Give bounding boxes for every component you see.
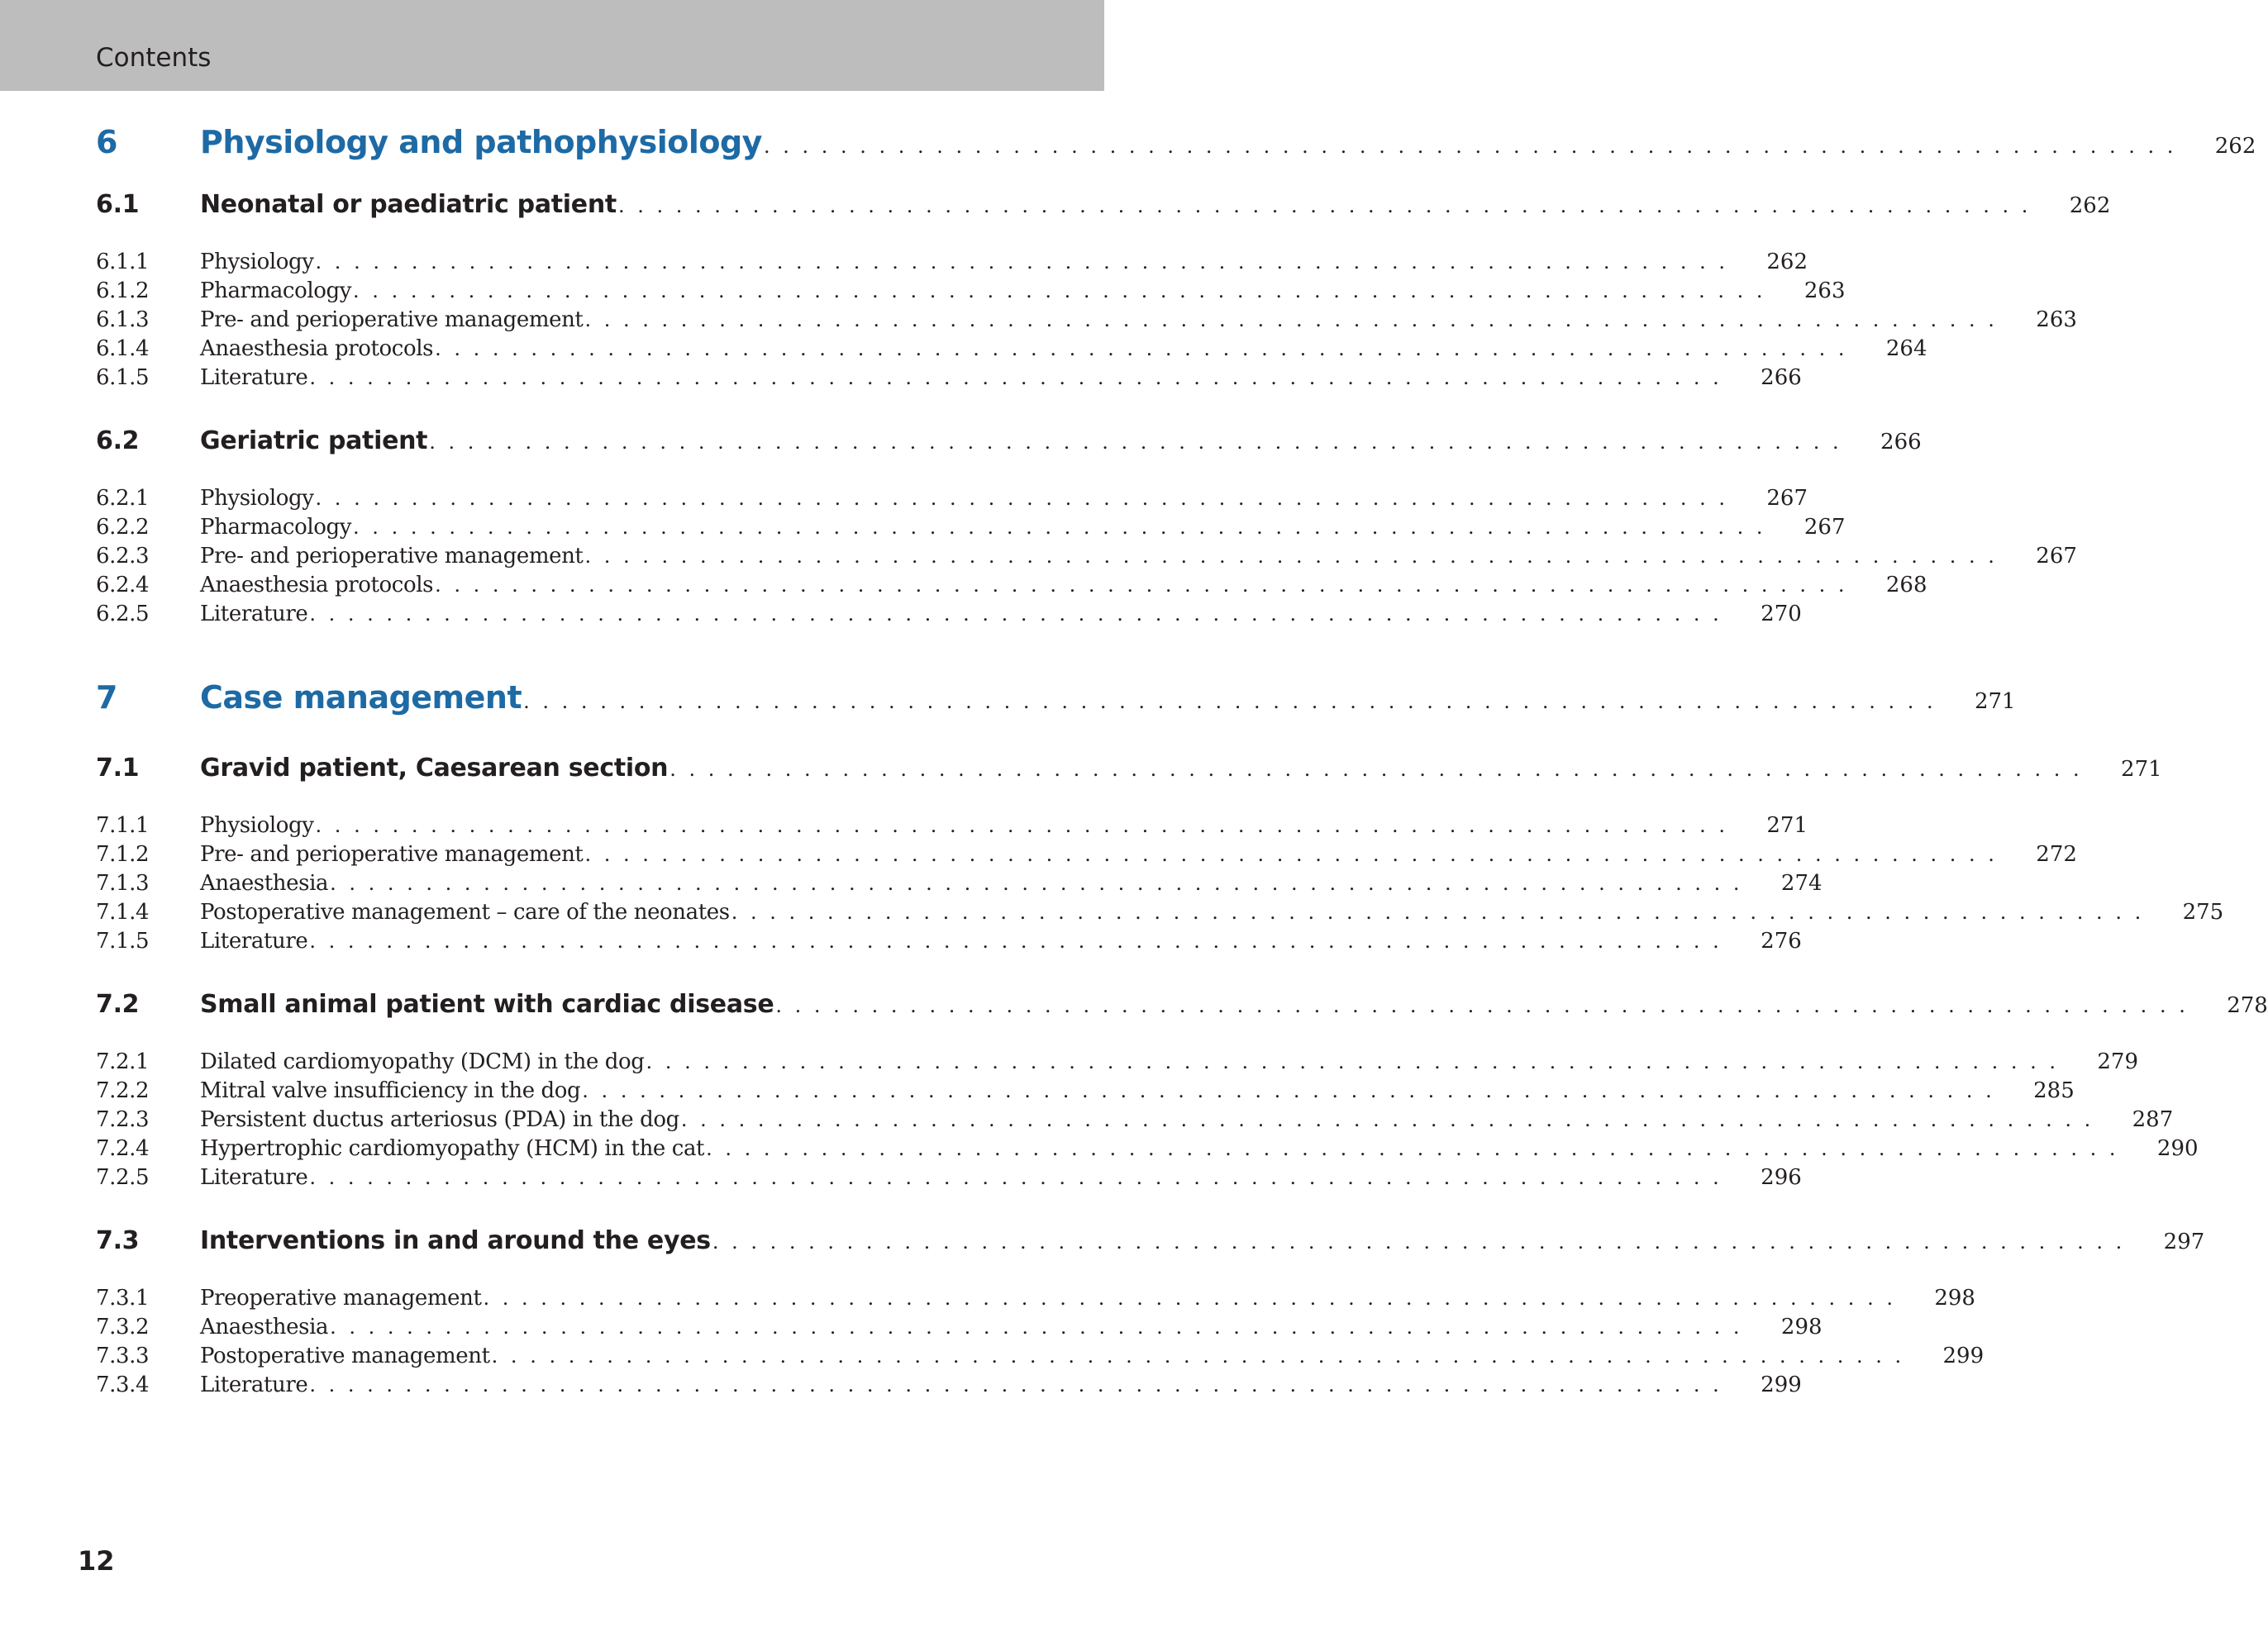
toc-entry-number: 7.3 (96, 1226, 140, 1255)
toc-entry-page: 267 (1803, 515, 1846, 540)
toc-entry-title: Persistent ductus arteriosus (PDA) in the dog (200, 1107, 679, 1132)
toc-entry-sub[interactable] (96, 1078, 2075, 1103)
toc-entry-number: 7.1.3 (96, 871, 150, 896)
toc-entry-sub[interactable] (96, 842, 2077, 867)
toc-entry-section[interactable] (96, 990, 2268, 1019)
toc-entry-page: 267 (1766, 486, 1808, 511)
toc-entry-number: 7.1.4 (96, 900, 150, 925)
dot-leader: . . . . . . . . . . . . . . . . . . . . . . . . . . . . . . . . . . . . . . . . . . . . . . . . . . . . . . . . . . . . . . . . . . . . . . . . . . (309, 1373, 1722, 1396)
toc-entry-title: Postoperative management (200, 1344, 490, 1368)
dot-leader: . . . . . . . . . . . . . . . . . . . . . . . . . . . . . . . . . . . . . . . . . . . . . . . . . . . . . . . . . . . . . . . . . . . . . . . . . . (584, 843, 1998, 866)
toc-entry-page: 271 (1974, 689, 2016, 714)
toc-entry-number: 7.3.1 (96, 1286, 150, 1311)
dot-leader: . . . . . . . . . . . . . . . . . . . . . . . . . . . . . . . . . . . . . . . . . . . . . . . . . . . . . . . . . . . . . . . . . . . . . . . . . . (315, 814, 1728, 837)
toc-entry-number: 6.1.3 (96, 307, 150, 332)
toc-entry-sub[interactable] (96, 250, 1808, 274)
toc-entry-sub[interactable] (96, 1344, 1984, 1368)
dot-leader: . . . . . . . . . . . . . . . . . . . . . . . . . . . . . . . . . . . . . . . . . . . . . . . . . . . . . . . . . . . . . . . . . . . . . . . . . . (669, 758, 2083, 781)
dot-leader: . . . . . . . . . . . . . . . . . . . . . . . . . . . . . . . . . . . . . . . . . . . . . . . . . . . . . . . . . . . . . . . . . . . . . . . . . . (731, 901, 2145, 924)
toc-entry-number: 7.3.3 (96, 1344, 150, 1368)
toc-entry-title: Literature (200, 1373, 308, 1397)
toc-entry-title: Neonatal or paediatric patient (200, 190, 617, 219)
toc-entry-number: 7.3.2 (96, 1315, 150, 1339)
toc-entry-sub[interactable] (96, 336, 1927, 361)
toc-entry-title: Literature (200, 602, 308, 626)
toc-entry-page: 274 (1780, 871, 1822, 896)
toc-entry-number: 7.2.5 (96, 1165, 150, 1190)
toc-entry-page: 262 (2214, 134, 2256, 159)
toc-entry-number: 7.2 (96, 990, 140, 1019)
toc-entry-page: 298 (1934, 1286, 1975, 1311)
toc-entry-page: 290 (2156, 1136, 2199, 1161)
toc-entry-title: Anaesthesia protocols (200, 573, 434, 597)
toc-entry-sub[interactable] (96, 573, 1927, 597)
toc-entry-title: Physiology (200, 486, 314, 511)
toc-entry-page: 267 (2036, 544, 2077, 569)
dot-leader: . . . . . . . . . . . . . . . . . . . . . . . . . . . . . . . . . . . . . . . . . . . . . . . . . . . . . . . . . . . . . . . . . . . . . . . . . . (315, 250, 1728, 274)
toc-entry-sub[interactable] (96, 515, 1846, 540)
toc-entry-sub[interactable] (96, 871, 1822, 896)
toc-entry-page: 264 (1885, 336, 1927, 361)
toc-entry-sub[interactable] (96, 1136, 2199, 1161)
toc-entry-number: 7.1.1 (96, 813, 150, 838)
toc-entry-title: Physiology (200, 250, 314, 274)
toc-entry-title: Postoperative management – care of the neonates (200, 900, 730, 925)
dot-leader: . . . . . . . . . . . . . . . . . . . . . . . . . . . . . . . . . . . . . . . . . . . . . . . . . . . . . . . . . . . . . . . . . . . . . . . . . . (491, 1344, 1905, 1368)
toc-entry-title: Gravid patient, Caesarean section (200, 754, 669, 783)
dot-leader: . . . . . . . . . . . . . . . . . . . . . . . . . . . . . . . . . . . . . . . . . . . . . . . . . . . . . . . . . . . . . . . . . . . . . . . . . . (309, 366, 1722, 389)
toc-entry-sub[interactable] (96, 1286, 1975, 1311)
toc-entry-page: 287 (2132, 1107, 2174, 1132)
running-header-title: Contents (96, 43, 212, 73)
toc-entry-number: 7.1.2 (96, 842, 150, 867)
toc-entry-title: Pre- and perioperative management (200, 544, 584, 569)
toc-entry-page: 272 (2036, 842, 2077, 867)
toc-entry-title: Pharmacology (200, 515, 352, 540)
toc-entry-sub[interactable] (96, 1315, 1822, 1339)
toc-entry-page: 297 (2163, 1230, 2205, 1254)
toc-entry-sub[interactable] (96, 365, 1802, 390)
toc-entry-number: 6.1.1 (96, 250, 150, 274)
toc-entry-sub[interactable] (96, 1373, 1802, 1397)
dot-leader: . . . . . . . . . . . . . . . . . . . . . . . . . . . . . . . . . . . . . . . . . . . . . . . . . . . . . . . . . . . . . . . . . . . . . . . . . . (353, 279, 1766, 302)
toc-entry-page: 266 (1761, 365, 1802, 390)
toc-entry-title: Interventions in and around the eyes (200, 1226, 711, 1255)
dot-leader: . . . . . . . . . . . . . . . . . . . . . . . . . . . . . . . . . . . . . . . . . . . . . . . . . . . . . . . . . . . . . . . . . . . . . . . . . . (763, 135, 2177, 158)
dot-leader: . . . . . . . . . . . . . . . . . . . . . . . . . . . . . . . . . . . . . . . . . . . . . . . . . . . . . . . . . . . . . . . . . . . . . . . . . . (309, 602, 1722, 626)
toc-entry-page: 270 (1761, 602, 1802, 626)
toc-entry-title: Literature (200, 365, 308, 390)
toc-entry-title: Physiology (200, 813, 314, 838)
toc-entry-number: 6.2 (96, 426, 140, 455)
toc-entry-page: 278 (2227, 993, 2268, 1018)
toc-entry-title: Dilated cardiomyopathy (DCM) in the dog (200, 1049, 645, 1074)
dot-leader: . . . . . . . . . . . . . . . . . . . . . . . . . . . . . . . . . . . . . . . . . . . . . . . . . . . . . . . . . . . . . . . . . . . . . . . . . . (330, 1316, 1743, 1339)
toc-entry-page: 279 (2097, 1049, 2138, 1074)
toc-entry-number: 7.2.2 (96, 1078, 150, 1103)
dot-leader: . . . . . . . . . . . . . . . . . . . . . . . . . . . . . . . . . . . . . . . . . . . . . . . . . . . . . . . . . . . . . . . . . . . . . . . . . . (775, 994, 2189, 1017)
toc-entry-number: 7.1.5 (96, 929, 150, 954)
toc-entry-page: 275 (2182, 900, 2224, 925)
toc-entry-section[interactable] (96, 1226, 2205, 1255)
toc-entry-chapter[interactable] (96, 679, 2016, 716)
toc-entry-page: 263 (1803, 278, 1846, 303)
dot-leader: . . . . . . . . . . . . . . . . . . . . . . . . . . . . . . . . . . . . . . . . . . . . . . . . . . . . . . . . . . . . . . . . . . . . . . . . . . (435, 573, 1848, 597)
toc-entry-page: 296 (1761, 1165, 1802, 1190)
toc-entry-page: 298 (1780, 1315, 1822, 1339)
dot-leader: . . . . . . . . . . . . . . . . . . . . . . . . . . . . . . . . . . . . . . . . . . . . . . . . . . . . . . . . . . . . . . . . . . . . . . . . . . (712, 1230, 2126, 1254)
toc-entry-sub[interactable] (96, 486, 1808, 511)
dot-leader: . . . . . . . . . . . . . . . . . . . . . . . . . . . . . . . . . . . . . . . . . . . . . . . . . . . . . . . . . . . . . . . . . . . . . . . . . . (584, 308, 1998, 331)
toc-entry-sub[interactable] (96, 1165, 1802, 1190)
toc-entry-page: 263 (2036, 307, 2077, 332)
page-number: 12 (78, 1545, 115, 1577)
toc-entry-sub[interactable] (96, 1049, 2138, 1074)
toc-entry-page: 285 (2033, 1078, 2075, 1103)
dot-leader: . . . . . . . . . . . . . . . . . . . . . . . . . . . . . . . . . . . . . . . . . . . . . . . . . . . . . . . . . . . . . . . . . . . . . . . . . . (353, 516, 1766, 539)
toc-entry-title: Physiology and pathophysiology (200, 124, 762, 160)
toc-entry-title: Preoperative management (200, 1286, 482, 1311)
dot-leader: . . . . . . . . . . . . . . . . . . . . . . . . . . . . . . . . . . . . . . . . . . . . . . . . . . . . . . . . . . . . . . . . . . . . . . . . . . (330, 872, 1743, 895)
toc-entry-page: 266 (1880, 430, 1922, 454)
toc-entry-page: 271 (2121, 757, 2162, 782)
toc-entry-number: 7.2.4 (96, 1136, 150, 1161)
toc-entry-title: Anaesthesia (200, 1315, 329, 1339)
toc-entry-sub[interactable] (96, 278, 1846, 303)
toc-entry-title: Pre- and perioperative management (200, 307, 584, 332)
toc-entry-title: Geriatric patient (200, 426, 428, 455)
dot-leader: . . . . . . . . . . . . . . . . . . . . . . . . . . . . . . . . . . . . . . . . . . . . . . . . . . . . . . . . . . . . . . . . . . . . . . . . . . (523, 690, 1937, 713)
toc-entry-number: 7.2.3 (96, 1107, 150, 1132)
toc-entry-number: 6.1.2 (96, 278, 150, 303)
toc-entry-page: 262 (1766, 250, 1808, 274)
toc-entry-title: Small animal patient with cardiac disease (200, 990, 774, 1019)
toc-entry-sub[interactable] (96, 307, 2077, 332)
dot-leader: . . . . . . . . . . . . . . . . . . . . . . . . . . . . . . . . . . . . . . . . . . . . . . . . . . . . . . . . . . . . . . . . . . . . . . . . . . (582, 1079, 1995, 1102)
toc-entry-sub[interactable] (96, 602, 1802, 626)
toc-entry-section[interactable] (96, 754, 2162, 783)
dot-leader: . . . . . . . . . . . . . . . . . . . . . . . . . . . . . . . . . . . . . . . . . . . . . . . . . . . . . . . . . . . . . . . . . . . . . . . . . . (483, 1287, 1896, 1310)
dot-leader: . . . . . . . . . . . . . . . . . . . . . . . . . . . . . . . . . . . . . . . . . . . . . . . . . . . . . . . . . . . . . . . . . . . . . . . . . . (584, 545, 1998, 568)
dot-leader: . . . . . . . . . . . . . . . . . . . . . . . . . . . . . . . . . . . . . . . . . . . . . . . . . . . . . . . . . . . . . . . . . . . . . . . . . . (680, 1108, 2094, 1131)
toc-entry-sub[interactable] (96, 544, 2077, 569)
dot-leader: . . . . . . . . . . . . . . . . . . . . . . . . . . . . . . . . . . . . . . . . . . . . . . . . . . . . . . . . . . . . . . . . . . . . . . . . . . (617, 194, 2032, 217)
dot-leader: . . . . . . . . . . . . . . . . . . . . . . . . . . . . . . . . . . . . . . . . . . . . . . . . . . . . . . . . . . . . . . . . . . . . . . . . . . (429, 431, 1842, 454)
toc-entry-chapter[interactable] (96, 124, 2256, 160)
toc-entry-sub[interactable] (96, 813, 1808, 838)
toc-entry-page: 276 (1761, 929, 1802, 954)
toc-entry-number: 6 (96, 124, 117, 160)
toc-entry-number: 6.2.1 (96, 486, 150, 511)
toc-entry-number: 7.2.1 (96, 1049, 150, 1074)
toc-entry-title: Mitral valve insufficiency in the dog (200, 1078, 581, 1103)
toc-entry-title: Anaesthesia (200, 871, 329, 896)
toc-entry-title: Anaesthesia protocols (200, 336, 434, 361)
toc-entry-page: 299 (1761, 1373, 1802, 1397)
toc-entry-number: 6.1 (96, 190, 140, 219)
toc-entry-title: Literature (200, 929, 308, 954)
toc-entry-title: Pre- and perioperative management (200, 842, 584, 867)
toc-entry-number: 7 (96, 679, 117, 716)
toc-entry-number: 7.3.4 (96, 1373, 150, 1397)
toc-entry-page: 262 (2069, 193, 2111, 218)
toc-entry-sub[interactable] (96, 929, 1802, 954)
toc-entry-sub[interactable] (96, 900, 2224, 925)
toc-entry-title: Case management (200, 679, 522, 716)
toc-entry-page: 268 (1885, 573, 1927, 597)
dot-leader: . . . . . . . . . . . . . . . . . . . . . . . . . . . . . . . . . . . . . . . . . . . . . . . . . . . . . . . . . . . . . . . . . . . . . . . . . . (435, 337, 1848, 360)
toc-entry-number: 6.1.4 (96, 336, 150, 361)
toc-entry-number: 6.2.2 (96, 515, 150, 540)
dot-leader: . . . . . . . . . . . . . . . . . . . . . . . . . . . . . . . . . . . . . . . . . . . . . . . . . . . . . . . . . . . . . . . . . . . . . . . . . . (706, 1137, 2119, 1160)
toc-entry-title: Hypertrophic cardiomyopathy (HCM) in the cat (200, 1136, 705, 1161)
toc-entry-page: 271 (1766, 813, 1808, 838)
dot-leader: . . . . . . . . . . . . . . . . . . . . . . . . . . . . . . . . . . . . . . . . . . . . . . . . . . . . . . . . . . . . . . . . . . . . . . . . . . (315, 487, 1728, 510)
toc-entry-title: Pharmacology (200, 278, 352, 303)
toc-entry-number: 7.1 (96, 754, 140, 783)
toc-entry-number: 6.2.4 (96, 573, 150, 597)
toc-entry-number: 6.1.5 (96, 365, 150, 390)
dot-leader: . . . . . . . . . . . . . . . . . . . . . . . . . . . . . . . . . . . . . . . . . . . . . . . . . . . . . . . . . . . . . . . . . . . . . . . . . . (646, 1050, 2059, 1073)
toc-entry-sub[interactable] (96, 1107, 2174, 1132)
toc-entry-number: 6.2.5 (96, 602, 150, 626)
toc-entry-title: Literature (200, 1165, 308, 1190)
toc-entry-section[interactable] (96, 426, 1922, 455)
toc-entry-page: 299 (1942, 1344, 1984, 1368)
dot-leader: . . . . . . . . . . . . . . . . . . . . . . . . . . . . . . . . . . . . . . . . . . . . . . . . . . . . . . . . . . . . . . . . . . . . . . . . . . (309, 1166, 1722, 1189)
dot-leader: . . . . . . . . . . . . . . . . . . . . . . . . . . . . . . . . . . . . . . . . . . . . . . . . . . . . . . . . . . . . . . . . . . . . . . . . . . (309, 930, 1722, 953)
toc-entry-section[interactable] (96, 190, 2111, 219)
toc-entry-number: 6.2.3 (96, 544, 150, 569)
